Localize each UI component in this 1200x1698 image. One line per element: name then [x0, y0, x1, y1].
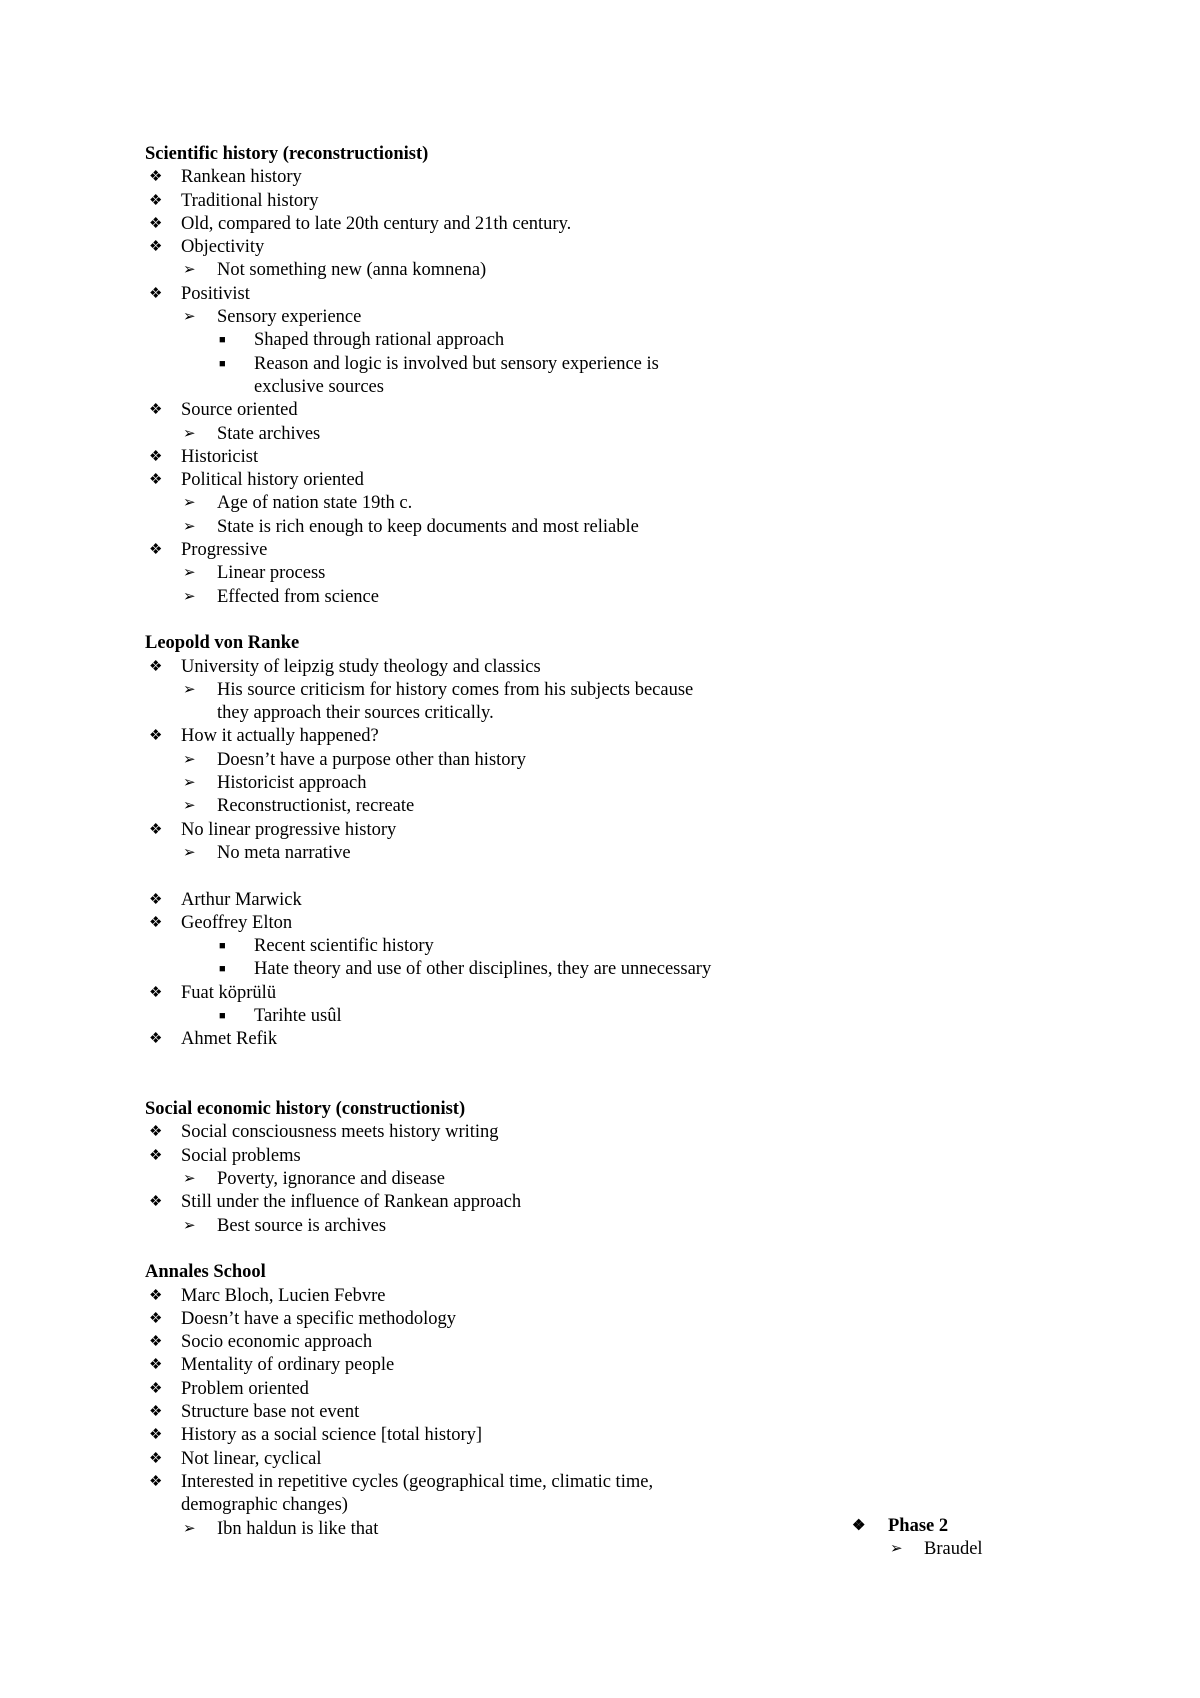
diamond-four-bullet-icon: ❖	[149, 1124, 163, 1141]
list-item: ❖ Socio economic approach	[145, 1331, 865, 1354]
diamond-four-bullet-icon: ❖	[149, 821, 163, 838]
arrowhead-bullet-icon: ➢	[183, 262, 196, 279]
diamond-four-bullet-icon: ❖	[149, 984, 163, 1001]
list-item: ❖ Social consciousness meets history writing	[145, 1121, 865, 1144]
diamond-four-bullet-icon: ❖	[149, 1334, 163, 1351]
list-subitem: ➢ Age of nation state 19th c.	[145, 492, 865, 515]
list-item: ❖ How it actually happened?	[145, 725, 865, 748]
list-subsubitem: ■ Hate theory and use of other disciplines, they are unnecessary	[145, 958, 865, 981]
list-item: ❖ Marc Bloch, Lucien Febvre	[145, 1285, 865, 1308]
list-item: ❖ Doesn’t have a specific methodology	[145, 1308, 865, 1331]
arrowhead-bullet-icon: ➢	[183, 588, 196, 605]
diamond-four-bullet-icon: ❖	[852, 1518, 866, 1534]
list-continuation: demographic changes)	[181, 1495, 348, 1516]
arrowhead-bullet-icon: ➢	[183, 844, 196, 861]
list-subitem: ➢ State is rich enough to keep documents and most reliable	[145, 516, 865, 539]
section-heading-scientific-history: Scientific history (reconstructionist)	[145, 144, 429, 164]
list-continuation: exclusive sources	[254, 376, 384, 397]
notes-body	[145, 143, 865, 1541]
list-item: ❖ Arthur Marwick	[145, 889, 865, 912]
arrowhead-bullet-icon: ➢	[183, 1217, 196, 1234]
diamond-four-bullet-icon: ❖	[149, 472, 163, 489]
arrowhead-bullet-icon: ➢	[183, 681, 196, 698]
diamond-four-bullet-icon: ❖	[149, 448, 163, 465]
list-item: ❖ Not linear, cyclical	[145, 1448, 865, 1471]
diamond-four-bullet-icon: ❖	[149, 1357, 163, 1374]
diamond-four-bullet-icon: ❖	[149, 1450, 163, 1467]
section-heading-social-economic-history: Social economic history (constructionist)	[145, 1099, 466, 1120]
list-subitem: ➢ His source criticism for history comes from his subjects because	[145, 679, 865, 702]
diamond-four-bullet-icon: ❖	[149, 1287, 163, 1304]
diamond-four-bullet-icon: ❖	[149, 215, 163, 232]
arrowhead-bullet-icon: ➢	[183, 309, 196, 326]
section-heading-leopold-von-ranke: Leopold von Ranke	[145, 633, 300, 654]
diamond-four-bullet-icon: ❖	[149, 402, 163, 419]
list-subsubitem: ■ Recent scientific history	[145, 935, 865, 958]
arrowhead-bullet-icon: ➢	[183, 425, 196, 442]
square-bullet-icon: ■	[219, 1009, 226, 1022]
list-subsubitem: ■ Reason and logic is involved but sensory experience is	[145, 353, 865, 376]
paragraph-gap	[145, 865, 865, 888]
diamond-four-bullet-icon: ❖	[149, 192, 163, 209]
list-subitem: ➢ Historicist approach	[145, 772, 865, 795]
arrowhead-bullet-icon: ➢	[183, 495, 196, 512]
diamond-four-bullet-icon: ❖	[149, 914, 163, 931]
side-column	[852, 1515, 1102, 1562]
list-item: ❖ Problem oriented	[145, 1378, 865, 1401]
list-item: ❖ Interested in repetitive cycles (geographical time, climatic time,	[145, 1471, 865, 1494]
paragraph-gap	[145, 1052, 865, 1099]
list-subitem: ➢ No meta narrative	[145, 842, 865, 865]
list-subitem: ➢ Sensory experience	[145, 306, 865, 329]
list-subsubitem: ■ Tarihte usûl	[145, 1005, 865, 1028]
list-item: ❖ Positivist	[145, 283, 865, 306]
diamond-four-bullet-icon: ❖	[149, 542, 163, 559]
diamond-four-bullet-icon: ❖	[149, 285, 163, 302]
arrowhead-bullet-icon: ➢	[890, 1541, 903, 1558]
diamond-four-bullet-icon: ❖	[149, 1310, 163, 1327]
list-item: ❖ Structure base not event	[145, 1401, 865, 1424]
list-item: ❖ Mentality of ordinary people	[145, 1354, 865, 1377]
list-subitem: ➢ Doesn’t have a purpose other than history	[145, 749, 865, 772]
list-subitem: ➢ Ibn haldun is like that	[145, 1518, 865, 1541]
list-item: ❖ Objectivity	[145, 236, 865, 259]
diamond-four-bullet-icon: ❖	[149, 891, 163, 908]
list-subitem: ➢ Linear process	[145, 562, 865, 585]
list-subitem: ➢ State archives	[145, 423, 865, 446]
section-heading-annales-school: Annales School	[145, 1262, 266, 1283]
arrowhead-bullet-icon: ➢	[183, 1520, 196, 1537]
list-item: ❖ Still under the influence of Rankean approach	[145, 1191, 865, 1214]
square-bullet-icon: ■	[219, 940, 226, 953]
list-subsubitem: ■ Shaped through rational approach	[145, 329, 865, 352]
list-item: ❖ History as a social science [total history]	[145, 1424, 865, 1447]
list-subitem: ➢ Not something new (anna komnena)	[145, 259, 865, 282]
paragraph-gap	[145, 609, 865, 632]
arrowhead-bullet-icon: ➢	[183, 751, 196, 768]
diamond-four-bullet-icon: ❖	[149, 728, 163, 745]
list-item: ❖ Historicist	[145, 446, 865, 469]
list-item: ❖ Ahmet Refik	[145, 1028, 865, 1051]
diamond-four-bullet-icon: ❖	[149, 1473, 163, 1490]
arrowhead-bullet-icon: ➢	[183, 775, 196, 792]
list-item: ❖ Progressive	[145, 539, 865, 562]
list-item: ❖ Geoffrey Elton	[145, 912, 865, 935]
diamond-four-bullet-icon: ❖	[149, 169, 163, 186]
list-item: ❖ Political history oriented	[145, 469, 865, 492]
list-item-phase-2: ❖ Phase 2	[852, 1515, 1102, 1538]
list-item: ❖ No linear progressive history	[145, 819, 865, 842]
arrowhead-bullet-icon: ➢	[183, 798, 196, 815]
list-continuation: they approach their sources critically.	[217, 703, 494, 724]
square-bullet-icon: ■	[219, 334, 226, 347]
list-item: ❖ Old, compared to late 20th century and 21th century.	[145, 213, 865, 236]
list-item: ❖ Traditional history	[145, 190, 865, 213]
list-item: ❖ Social problems	[145, 1145, 865, 1168]
diamond-four-bullet-icon: ❖	[149, 658, 163, 675]
list-item: ❖ Fuat köprülü	[145, 982, 865, 1005]
diamond-four-bullet-icon: ❖	[149, 239, 163, 256]
diamond-four-bullet-icon: ❖	[149, 1147, 163, 1164]
diamond-four-bullet-icon: ❖	[149, 1031, 163, 1048]
square-bullet-icon: ■	[219, 357, 226, 370]
list-subitem: ➢ Effected from science	[145, 586, 865, 609]
diamond-four-bullet-icon: ❖	[149, 1427, 163, 1444]
square-bullet-icon: ■	[219, 963, 226, 976]
list-item: ❖ Rankean history	[145, 166, 865, 189]
arrowhead-bullet-icon: ➢	[183, 1171, 196, 1188]
list-item: ❖ University of leipzig study theology and classics	[145, 656, 865, 679]
list-subitem: ➢ Poverty, ignorance and disease	[145, 1168, 865, 1191]
diamond-four-bullet-icon: ❖	[149, 1404, 163, 1421]
paragraph-gap	[145, 1238, 865, 1261]
list-item: ❖ Source oriented	[145, 399, 865, 422]
diamond-four-bullet-icon: ❖	[149, 1380, 163, 1397]
arrowhead-bullet-icon: ➢	[183, 518, 196, 535]
diamond-four-bullet-icon: ❖	[149, 1194, 163, 1211]
arrowhead-bullet-icon: ➢	[183, 565, 196, 582]
list-subitem: ➢ Braudel	[852, 1538, 1102, 1561]
list-subitem: ➢ Reconstructionist, recreate	[145, 795, 865, 818]
list-subitem: ➢ Best source is archives	[145, 1215, 865, 1238]
